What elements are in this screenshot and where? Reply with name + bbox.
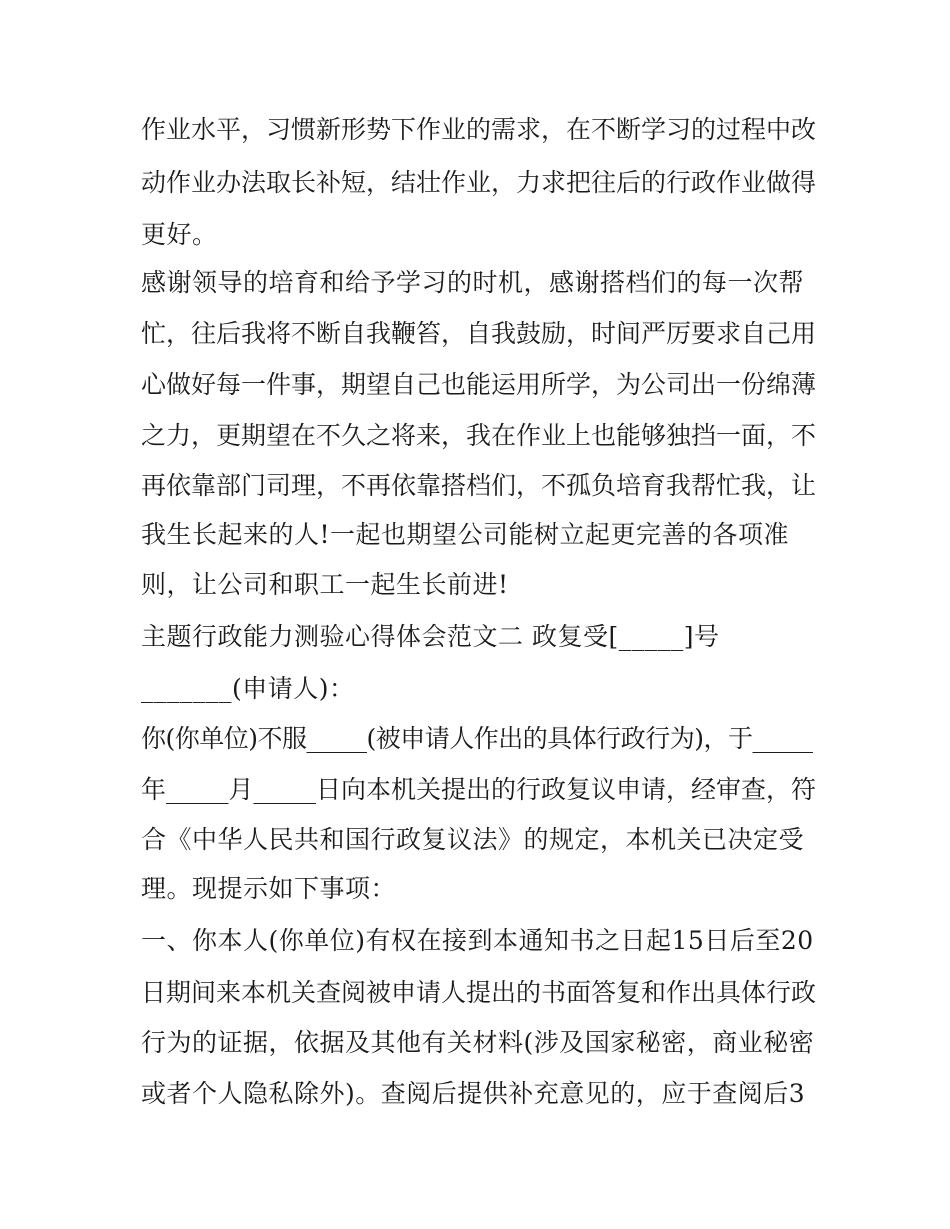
text-line: 之力，更期望在不久之将来，我在作业上也能够独挡一面，不 (141, 421, 817, 450)
text-line: 一、你本人(你单位)有权在接到本通知书之日起15日后至20 (141, 926, 814, 955)
text-line: 我生长起来的人!一起也期望公司能树立起更完善的各项准 (141, 520, 790, 549)
text-line: 再依靠部门司理，不再依靠搭档们，不孤负培育我帮忙我，让 (141, 471, 817, 500)
text-line: 作业水平，习惯新形势下作业的需求，在不断学习的过程中改 (141, 115, 817, 144)
text-line: 或者个人隐私除外)。查阅后提供补充意见的，应于查阅后3 (141, 1079, 806, 1108)
text-line: 年_____月_____日向本机关提出的行政复议申请，经审查，符 (141, 775, 817, 804)
text-line: 更好。 (141, 220, 218, 249)
text-line: 日期间来本机关查阅被申请人提出的书面答复和作出具体行政 (141, 978, 817, 1007)
text-line: 心做好每一件事，期望自己也能运用所学，为公司出一份绵薄 (141, 370, 817, 399)
text-line: 感谢领导的培育和给予学习的时机，感谢搭档们的每一次帮 (141, 268, 805, 297)
text-line: 动作业办法取长补短，结壮作业，力求把往后的行政作业做得 (141, 168, 817, 197)
document-heading: 主题行政能力测验心得体会范文二 政复受[_____]号 (141, 622, 720, 651)
text-line: 则，让公司和职工一起生长前进! (141, 570, 509, 599)
text-line: 行为的证据，依据及其他有关材料(涉及国家秘密，商业秘密 (141, 1028, 815, 1057)
text-line: 你(你单位)不服_____(被申请人作出的具体行政行为)，于_____ (141, 724, 813, 753)
text-line: 理。现提示如下事项： (141, 874, 397, 903)
text-line: _______(申请人)： (141, 674, 355, 703)
text-line: 合《中华人民共和国行政复议法》的规定，本机关已决定受 (141, 825, 805, 854)
text-line: 忙，往后我将不断自我鞭笞，自我鼓励，时间严厉要求自己用 (141, 319, 817, 348)
